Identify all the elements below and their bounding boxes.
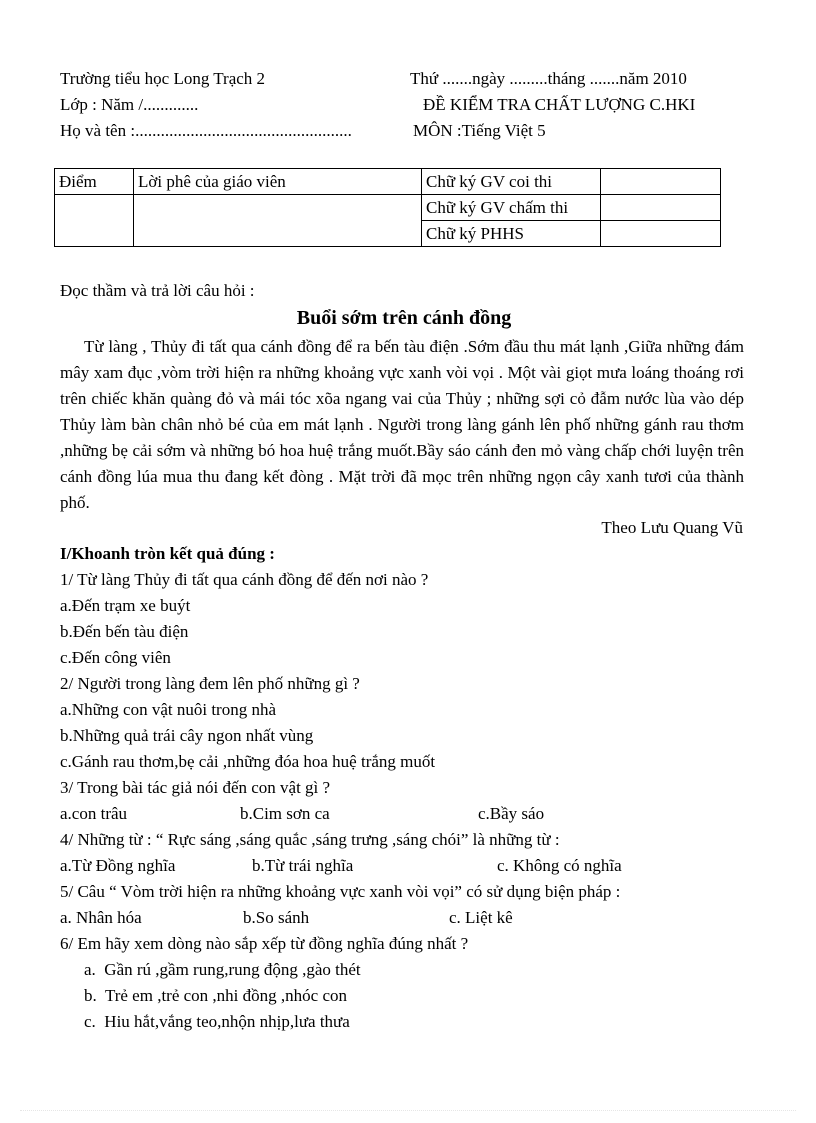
q6-option-c[interactable]: c. Hiu hắt,vắng teo,nhộn nhịp,lưa thưa xyxy=(84,1012,350,1031)
comment-header: Lời phê của giáo viên xyxy=(134,169,422,195)
sign-label-grader: Chữ ký GV chấm thi xyxy=(422,195,601,221)
reading-author: Theo Lưu Quang Vũ xyxy=(601,518,743,537)
score-header: Điểm xyxy=(55,169,134,195)
sign-label-parent: Chữ ký PHHS xyxy=(422,221,601,247)
q1-option-a[interactable]: a.Đến trạm xe buýt xyxy=(60,596,191,615)
q2-option-b[interactable]: b.Những quả trái cây ngon nhất vùng xyxy=(60,726,314,745)
question-5: 5/ Câu “ Vòm trời hiện ra những khoảng vực xanh vòi vọi” có sử dụng biện pháp : xyxy=(60,882,621,901)
sign-cell-parent[interactable] xyxy=(601,221,721,247)
question-6: 6/ Em hãy xem dòng nào sắp xếp từ đồng nghĩa đúng nhất ? xyxy=(60,934,469,953)
q5-option-c[interactable]: c. Liệt kê xyxy=(449,908,513,927)
q6-option-b[interactable]: b. Trẻ em ,trẻ con ,nhi đồng ,nhóc con xyxy=(84,986,347,1005)
q5-option-b[interactable]: b.So sánh xyxy=(243,908,310,927)
sign-cell-proctor[interactable] xyxy=(601,169,721,195)
score-cell[interactable] xyxy=(55,195,134,247)
q4-option-a[interactable]: a.Từ Đồng nghĩa xyxy=(60,856,176,875)
grade-table xyxy=(54,168,721,247)
sign-label-proctor: Chữ ký GV coi thi xyxy=(422,169,601,195)
q3-option-b[interactable]: b.Cim sơn ca xyxy=(240,804,330,823)
q4-option-c[interactable]: c. Không có nghĩa xyxy=(497,856,622,875)
instruction: Đọc thầm và trả lời câu hỏi : xyxy=(60,281,255,300)
section-title: I/Khoanh tròn kết quả đúng : xyxy=(60,544,275,563)
q1-option-b[interactable]: b.Đến bến tàu điện xyxy=(60,622,189,641)
page-bottom-divider xyxy=(20,1110,796,1111)
question-2: 2/ Người trong làng đem lên phố những gì ? xyxy=(60,674,360,693)
q2-option-c[interactable]: c.Gánh rau thơm,bẹ cải ,những đóa hoa huệ trắng muốt xyxy=(60,752,436,771)
q4-option-b[interactable]: b.Từ trái nghĩa xyxy=(252,856,354,875)
q3-option-a[interactable]: a.con trâu xyxy=(60,804,128,823)
student-name-line: Họ và tên :................................................... xyxy=(60,121,352,140)
q2-option-a[interactable]: a.Những con vật nuôi trong nhà xyxy=(60,700,277,719)
comment-cell[interactable] xyxy=(134,195,422,247)
q3-option-c[interactable]: c.Bầy sáo xyxy=(478,804,545,823)
sign-cell-grader[interactable] xyxy=(601,195,721,221)
q6-option-a[interactable]: a. Gần rú ,gầm rung,rung động ,gào thét xyxy=(84,960,361,979)
reading-title: Buổi sớm trên cánh đồng xyxy=(296,307,512,329)
subject-line: MÔN :Tiếng Việt 5 xyxy=(413,121,546,140)
exam-title: ĐỀ KIỂM TRA CHẤT LƯỢNG C.HKI xyxy=(423,95,696,114)
question-3: 3/ Trong bài tác giả nói đến con vật gì ? xyxy=(60,778,331,797)
question-1: 1/ Từ làng Thủy đi tất qua cánh đồng để đến nơi nào ? xyxy=(60,570,429,589)
school-name: Trường tiểu học Long Trạch 2 xyxy=(60,69,266,88)
question-4: 4/ Những từ : “ Rực sáng ,sáng quắc ,sáng trưng ,sáng chói” là những từ : xyxy=(60,830,560,849)
q5-option-a[interactable]: a. Nhân hóa xyxy=(60,908,142,927)
reading-passage: Từ làng , Thủy đi tất qua cánh đồng để ra bến tàu điện .Sớm đầu thu mát lạnh ,Giữa những đám mây xam đục ,vòm trời hiện ra những khoảng vực xanh vòi vọi . Một vài giọt mưa loáng thoáng rơi trên chiếc khăn quàng đỏ và mái tóc xõa ngang vai của Thủy ; những sợi cỏ đẫm nước lùa vào dép Thủy làm bàn chân nhỏ bé của em mát lạnh . Người trong làng gánh lên phố những gánh rau thơm ,những bẹ cải sớm và những bó hoa huệ trắng muốt.Bầy sáo cánh đen mỏ vàng chấp chới luyện trên cánh đồng lúa mua thu đang kết đòng . Mặt trời đã mọc trên những ngọn cây xanh tươi của thành phố. xyxy=(60,337,744,512)
date-line: Thứ .......ngày .........tháng .......năm 2010 xyxy=(410,69,687,88)
class-line: Lớp : Năm /............. xyxy=(60,95,199,114)
q1-option-c[interactable]: c.Đến công viên xyxy=(60,648,171,667)
